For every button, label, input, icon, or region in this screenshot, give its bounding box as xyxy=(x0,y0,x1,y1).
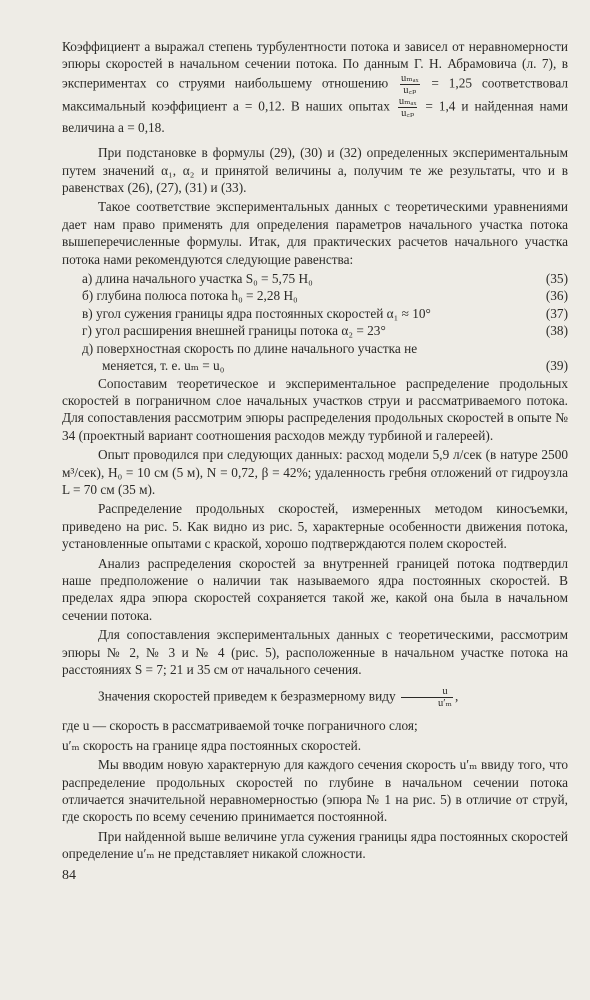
paragraph-turbulence xyxy=(62,38,568,136)
equation-text: д) поверхностная скорость по длине начального участка не xyxy=(82,340,418,356)
equation-text: а) длина начального участка S₀ = 5,75 H₀ xyxy=(82,271,313,287)
fraction-value: = 1,25 xyxy=(431,75,472,91)
equation-text: б) глубина полюса потока h₀ = 2,28 H₀ xyxy=(82,288,298,304)
paragraph-text: соответствовал максимальный коэффициент a = 0,12. В наших опытах xyxy=(62,75,569,114)
page-number: 84 xyxy=(62,868,76,883)
equation-text: в) угол сужения границы ядра постоянных скоростей α₁ ≈ 10° xyxy=(82,305,431,321)
equation-row xyxy=(62,305,568,322)
equation-row xyxy=(62,322,568,339)
paragraph-dimensionless: Значения скоростей приведем к безразмерному виду $\frac{u}{\text{u′ₘ}}$ , xyxy=(98,686,459,710)
equation-text: г) угол расширения внешней границы потока α₂ = 23° xyxy=(82,323,386,339)
paragraph-text: Коэффициент a выражал степень турбулентности потока и зависел от неравномерности эпюры скоростей в начальном сечении потока. По данным Г. Н. Абрамовича (л. 7), в экспериментах со струями наибольшему отношению xyxy=(62,39,568,91)
paragraph-conclusion: При найденной выше величине угла сужения границы ядра постоянных скоростей определение u′ₘ не представляет никакой сложности. xyxy=(62,828,568,862)
equation-row xyxy=(62,287,568,304)
equation-number: (39) xyxy=(545,358,568,374)
paragraph-correspondence: Такое соответствие экспериментальных данных с теоретическими уравнениями дает нам право применять для определения параметров начального участка потока вышеперечисленные формулы. Итак, для практических расчетов начального участка потока нами рекомендуются следующие равенства: xyxy=(62,199,568,267)
fraction-umax-ucp: $\frac{\text{uₘₐₓ}}{\text{u꜀ₚ}}$ xyxy=(401,72,419,96)
paragraph-substitution: При подстановке в формулы (29), (30) и (32) определенных экспериментальным путем значений α₁, α₂ и принятой величины a, получим те же результаты, что и в равенствах (26), (27), (31) и (33). xyxy=(62,145,568,196)
fraction-umax-ucp-2: $\frac{\text{uₘₐₓ}}{\text{u꜀ₚ}}$ xyxy=(398,95,417,119)
equation-row xyxy=(62,340,568,357)
fraction-u-um: $\frac{u}{\text{u′ₘ}}$ xyxy=(401,686,453,709)
equation-text: меняется, т. е. uₘ = u₀ xyxy=(102,358,225,374)
paragraph-diagrams: Для сопоставления экспериментальных данных с теоретическими, рассмотрим эпюры № 2, № 3 и № 4 (рис. 5), расположенные в начальном участке потока на расстояниях S = 7; 21 и 35 см от начального сечения. xyxy=(62,627,568,677)
equation-number: (36) xyxy=(545,288,568,304)
paragraph-analysis: Анализ распределения скоростей за внутренней границей потока подтвердил наше предположение о наличии так называемого ядра постоянных скоростей. В пределах ядра эпюра скоростей сохраняется такой же, какой она была в начальном сечении потока. xyxy=(62,555,568,623)
paragraph-text: и найденная нами величина a = 0,18. xyxy=(62,98,569,135)
fraction-value: = 1,4 xyxy=(425,98,456,114)
equation-row xyxy=(62,270,568,287)
equation-number: (38) xyxy=(545,323,568,339)
paragraph-text: Значения скоростей приведем к безразмерному виду xyxy=(98,688,396,704)
body-text xyxy=(62,38,568,865)
equation-row xyxy=(62,357,568,374)
equation-number: (35) xyxy=(545,271,568,287)
paragraph-new-velocity: Мы вводим новую характерную для каждого сечения скорость u′ₘ ввиду того, что распределение продольных скоростей по глубине в начальном сечении потока отличается значительной неравномерностью (эпюра № 1 на рис. 5) в отличие от струй, где скорость по всему сечению принимается постоянной. xyxy=(62,757,568,825)
paragraph-experiment: Опыт проводился при следующих данных: расход модели 5,9 л/сек (в натуре 2500 м³/сек), H₀ = 10 см (5 м), N = 0,72, β = 42%; удаленность гребня отложений от гидроузла L = 70 см (35 м). xyxy=(62,447,568,497)
paragraph-compare: Сопоставим теоретическое и экспериментальное распределение продольных скоростей в пограничном слое начальных участков струи и рассматриваемого потока. Для сопоставления рассмотрим эпюры распределения продольных скоростей в опыте № 34 (проектный вариант соотношения расходов между турбиной и галереей). xyxy=(62,375,568,443)
paragraph-distribution: Распределение продольных скоростей, измеренных методом киносъемки, приведено на рис. 5. Как видно из рис. 5, характерные особенности движения потока, установленные опытами с краской, хорошо подтверждаются полем скоростей. xyxy=(62,501,568,552)
where-line-1: где u — скорость в рассматриваемой точке пограничного слоя; xyxy=(62,718,418,734)
where-line-2: u′ₘ скорость на границе ядра постоянных скоростей. xyxy=(62,737,362,753)
equation-number: (37) xyxy=(545,305,568,321)
equation-list xyxy=(62,270,568,374)
